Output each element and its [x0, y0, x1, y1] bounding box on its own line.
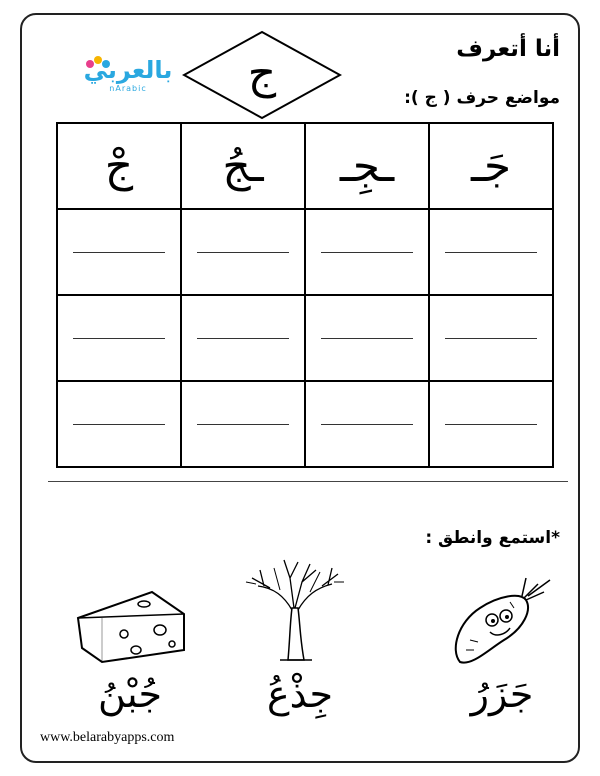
letter-positions-label: مواضع حرف ( ج ):	[404, 88, 560, 108]
carrot-icon	[440, 570, 560, 670]
logo-subtext: nArabic	[109, 84, 147, 93]
writing-cell[interactable]	[305, 381, 429, 467]
blank-line	[321, 338, 413, 339]
blank-line	[73, 424, 165, 425]
blank-line	[73, 338, 165, 339]
cheese-icon	[72, 588, 192, 668]
letter-form-final-isolated: جْ	[57, 123, 181, 209]
writing-cell[interactable]	[305, 295, 429, 381]
blank-line	[197, 252, 289, 253]
writing-cell[interactable]	[57, 209, 181, 295]
word-carrot: جَزَرُ	[470, 672, 534, 716]
letter-form-medial: ـجِـ	[305, 123, 429, 209]
blank-line	[197, 338, 289, 339]
writing-cell[interactable]	[181, 209, 305, 295]
letter-form-initial: جَـ	[429, 123, 553, 209]
writing-cell[interactable]	[305, 209, 429, 295]
logo-text: بالعربي	[83, 56, 173, 84]
writing-cell[interactable]	[429, 209, 553, 295]
tree-trunk-icon	[240, 548, 350, 668]
exercise-instruction: *استمع وانطق :	[425, 528, 560, 548]
blank-line	[197, 424, 289, 425]
writing-cell[interactable]	[429, 381, 553, 467]
letter-forms-row	[57, 123, 553, 209]
blank-line	[445, 424, 537, 425]
letter-forms-table	[56, 122, 554, 468]
letter-form-final: ـجُ	[181, 123, 305, 209]
writing-cell[interactable]	[181, 295, 305, 381]
writing-cell[interactable]	[429, 295, 553, 381]
writing-cell[interactable]	[57, 381, 181, 467]
blank-line	[321, 252, 413, 253]
section-divider	[48, 481, 568, 482]
blank-line	[445, 252, 537, 253]
writing-row	[57, 381, 553, 467]
blank-line	[321, 424, 413, 425]
word-cheese: جُبْنُ	[98, 672, 162, 716]
writing-cell[interactable]	[181, 381, 305, 467]
writing-cell[interactable]	[57, 295, 181, 381]
main-letter: ج	[247, 48, 277, 99]
blank-line	[445, 338, 537, 339]
blank-line	[73, 252, 165, 253]
page-title: أنا أتعرف	[456, 36, 560, 62]
writing-row	[57, 295, 553, 381]
writing-row	[57, 209, 553, 295]
word-trunk: جِذْعُ	[266, 672, 334, 716]
footer-url[interactable]: www.belarabyapps.com	[40, 730, 175, 745]
